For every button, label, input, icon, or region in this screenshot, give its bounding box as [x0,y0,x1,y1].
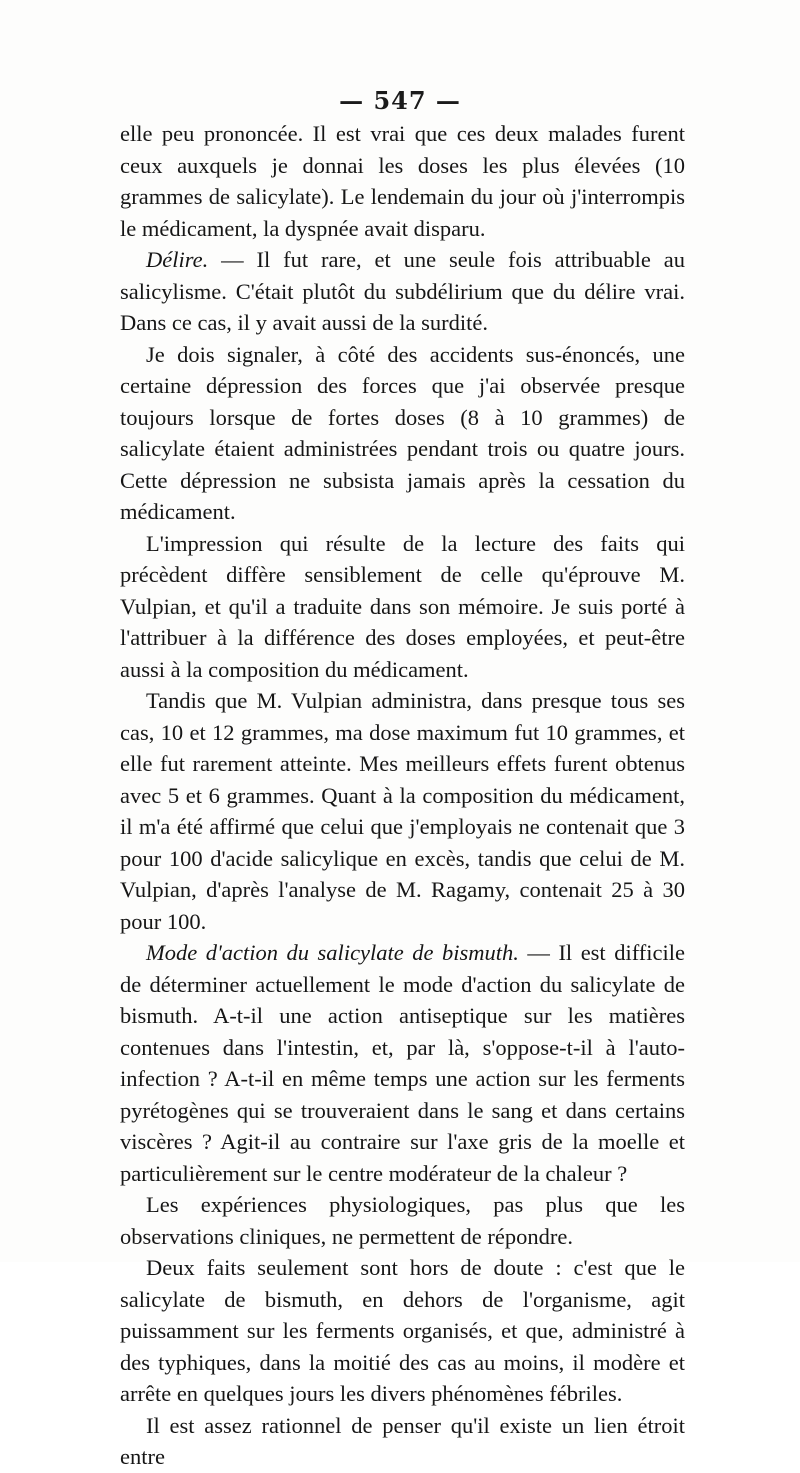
paragraph-text: Je dois signaler, à côté des accidents sus-énoncés, une certaine dépression des forces que j'ai observée presque toujours lorsque de fortes doses (8 à 10 grammes) de salicylate étaient administrées pendant trois ou quatre jours. Cette dépression ne subsista jamais après la cessation du médicament. [120,341,685,524]
page-number: — 547 — [339,86,461,115]
paragraph-delire [120,244,685,339]
paragraph-depression [120,339,685,528]
paragraph-text: L'impression qui résulte de la lecture des faits qui précèdent diffère sensiblement de celle qu'éprouve M. Vulpian, et qu'il a traduite dans son mémoire. Je suis porté à l'attribuer à la différence des doses employées, et peut-être aussi à la composition du médicament. [120,530,685,682]
paragraph-text: Tandis que M. Vulpian administra, dans presque tous ses cas, 10 et 12 grammes, ma dose maximum fut 10 grammes, et elle fut rarement atteinte. Mes meilleurs effets furent obtenus avec 5 et 6 grammes. Quant à la composition du médicament, il m'a été affirmé que celui que j'employais ne contenait que 3 pour 100 d'acide salicylique en excès, tandis que celui de M. Vulpian, d'après l'analyse de M. Ragamy, contenait 25 à 30 pour 100. [120,688,685,934]
paragraph-deux-faits [120,1252,685,1410]
paragraph-doses [120,685,685,937]
paragraph-text: Deux faits seulement sont hors de doute : c'est que le salicylate de bismuth, en dehors de l'organisme, agit puissamment sur les ferments organisés, et que, administré à des typhiques, dans la moitié des cas au moins, il modère et arrête en quelques jours les divers phénomènes fébriles. [120,1255,685,1406]
paragraph-lead: Mode d'action du salicylate de bismuth. [146,940,519,965]
paragraph-text: Les expériences physiologiques, pas plus que les observations cliniques, ne permettent de répondre. [120,1192,685,1249]
paragraph-impression [120,528,685,686]
paragraph-mode-action [120,937,685,1189]
paragraph-text: Il est assez rationnel de penser qu'il existe un lien étroit entre [120,1412,685,1469]
body-text [120,118,685,1473]
paragraph-experiences [120,1189,685,1252]
paragraph-continuation [120,118,685,244]
paragraph-lien [120,1410,685,1473]
paragraph-text: elle peu prononcée. Il est vrai que ces deux malades furent ceux auxquels je donnai les doses les plus élevées (10 grammes de salicylate). Le lendemain du jour où j'interrompis le médicament, la dyspnée avait disparu. [120,121,685,241]
paragraph-text: — Il fut rare, et une seule fois attribuable au salicylisme. C'était plutôt du subdélirium que du délire vrai. Dans ce cas, il y avait aussi de la surdité. [120,247,685,335]
paragraph-lead: Délire. [146,247,209,272]
paragraph-text: — Il est difficile de déterminer actuellement le mode d'action du salicylate de bismuth. A-t-il une action antiseptique sur les matières contenues dans l'intestin, et, par là, s'oppose-t-il à l'auto-infection ? A-t-il en même temps une action sur les ferments pyrétogènes qui se trouveraient dans le sang et dans certains viscères ? Agit-il au contraire sur l'axe gris de la moelle et particulièrement sur le centre modérateur de la chaleur ? [120,940,686,1186]
